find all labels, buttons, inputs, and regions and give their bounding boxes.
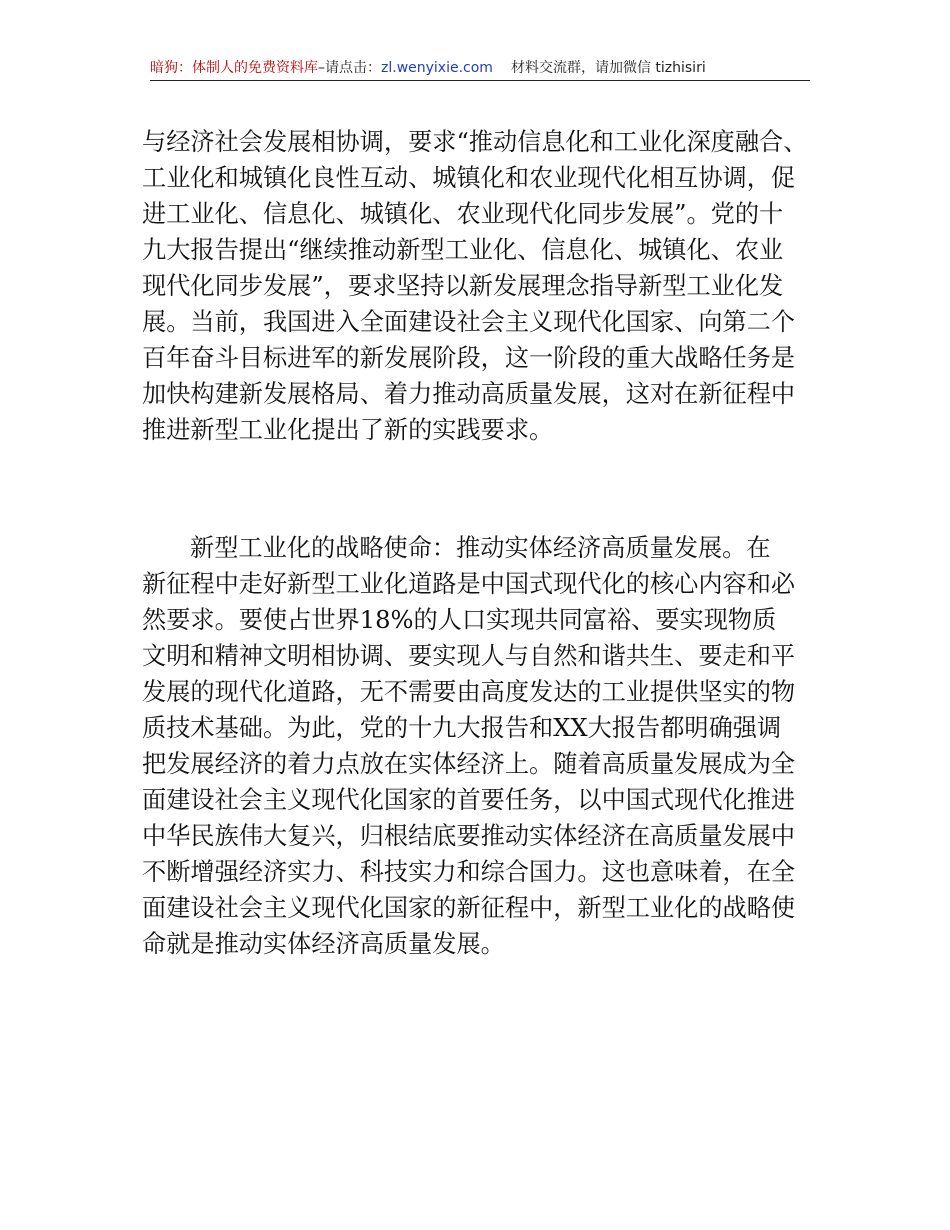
text-line: 面建设社会主义现代化国家的首要任务，以中国式现代化推进 <box>142 786 796 814</box>
text-line: 现代化同步发展”，要求坚持以新发展理念指导新型工业化发 <box>142 272 784 300</box>
text-line: 质技术基础。为此，党的十九大报告和XX大报告都明确强调 <box>142 714 782 742</box>
text-line: 百年奋斗目标进军的新发展阶段，这一阶段的重大战略任务是 <box>142 344 796 372</box>
text-line: 九大报告提出“继续推动新型工业化、信息化、城镇化、农业 <box>142 236 784 264</box>
header-site-name: 暗狗：体制人的免费资料库 <box>150 60 318 76</box>
paragraph-2 <box>142 530 822 962</box>
text-line: 展。当前，我国进入全面建设社会主义现代化国家、向第二个 <box>142 308 796 336</box>
text-line: 新征程中走好新型工业化道路是中国式现代化的核心内容和必 <box>142 570 796 598</box>
text-line: 中华民族伟大复兴，归根结底要推动实体经济在高质量发展中 <box>142 822 796 850</box>
text-line: 工业化和城镇化良性互动、城镇化和农业现代化相互协调，促 <box>142 164 796 192</box>
header-click-prompt: –请点击： <box>318 60 381 76</box>
text-line: 把发展经济的着力点放在实体经济上。随着高质量发展成为全 <box>142 750 796 778</box>
text-line: 进工业化、信息化、城镇化、农业现代化同步发展”。党的十 <box>142 200 784 228</box>
header-wechat-note: 材料交流群，请加微信 tizhisiri <box>510 60 706 76</box>
text-line: 不断增强经济实力、科技实力和综合国力。这也意味着，在全 <box>142 858 796 886</box>
text-line: 加快构建新发展格局、着力推动高质量发展，这对在新征程中 <box>142 380 796 408</box>
page-header <box>150 58 810 81</box>
text-line: 文明和精神文明相协调、要实现人与自然和谐共生、要走和平 <box>142 642 796 670</box>
text-line: 与经济社会发展相协调，要求“推动信息化和工业化深度融合、 <box>142 128 808 156</box>
text-line: 推进新型工业化提出了新的实践要求。 <box>142 416 554 444</box>
paragraph-1 <box>142 124 822 448</box>
text-line: 发展的现代化道路，无不需要由高度发达的工业提供坚实的物 <box>142 678 796 706</box>
text-line: 新型工业化的战略使命：推动实体经济高质量发展。在 <box>190 534 771 562</box>
header-website-link[interactable]: zl.wenyixie.com <box>381 60 493 76</box>
text-line: 命就是推动实体经济高质量发展。 <box>142 930 505 958</box>
text-line: 面建设社会主义现代化国家的新征程中，新型工业化的战略使 <box>142 894 796 922</box>
text-line: 然要求。要使占世界18%的人口实现共同富裕、要实现物质 <box>142 606 777 634</box>
